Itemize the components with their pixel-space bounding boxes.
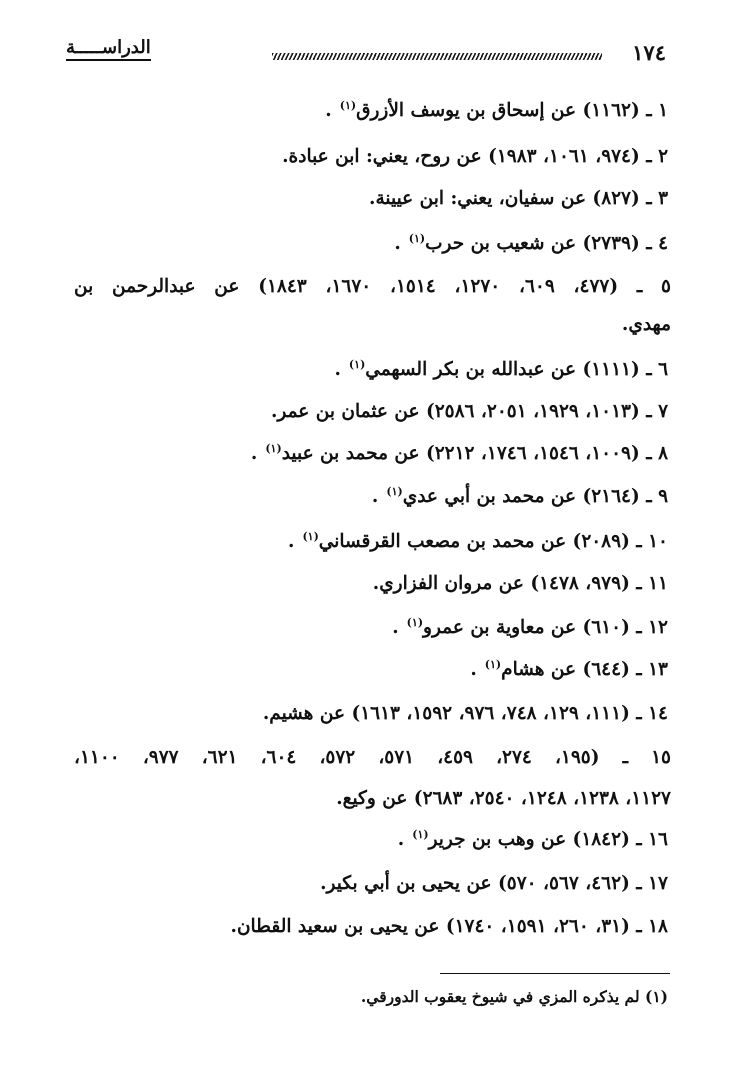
entry-text: ١٠ ـ (٢٠٨٩) عن محمد بن مصعب القرقساني bbox=[318, 531, 668, 552]
footnote: (١) لم يذكره المزي في شيوخ يعقوب الدورقي. bbox=[360, 987, 668, 1006]
entry-trailing-period: . bbox=[250, 443, 258, 464]
entry-trailing-period: . bbox=[371, 486, 379, 507]
entry-text: ١٣ ـ (٦٤٤) عن هشام bbox=[501, 659, 668, 680]
footnote-marker: (١) bbox=[302, 529, 319, 543]
entry-trailing-period: . bbox=[470, 659, 477, 680]
header-decorative-rule bbox=[272, 53, 602, 60]
footnote-separator bbox=[440, 973, 670, 974]
entry-continuation-line bbox=[622, 316, 671, 335]
entry-text: ١٧ ـ (٤٦٢، ٥٦٧، ٥٧٠) عن يحيى بن أبي بكير. bbox=[320, 873, 668, 894]
entry-line bbox=[373, 575, 668, 594]
entry-text: مهدي. bbox=[621, 314, 671, 335]
entry-line bbox=[282, 148, 668, 167]
entry-trailing-period: . bbox=[334, 359, 341, 380]
entry-text: ٢ ـ (٩٧٤، ١٠٦١، ١٩٨٣) عن روح، يعني: ابن عبادة. bbox=[282, 146, 668, 167]
entry-line bbox=[369, 190, 668, 209]
entry-text: ١٢ ـ (٦١٠) عن معاوية بن عمرو bbox=[423, 617, 668, 638]
entry-text: ٩ ـ (٢١٦٤) عن محمد بن أبي عدي bbox=[402, 486, 668, 507]
footnote-marker: (١) bbox=[386, 484, 403, 498]
entry-text: ٧ ـ (١٠١٣، ١٩٢٩، ٢٠٥١، ٢٥٨٦) عن عثمان بن عمر. bbox=[270, 401, 668, 422]
entry-line bbox=[74, 278, 671, 297]
entry-line bbox=[397, 827, 668, 850]
entry-line bbox=[250, 441, 668, 464]
entry-line bbox=[231, 918, 669, 937]
page-number: ١٧٤ bbox=[632, 40, 666, 65]
entry-trailing-period: . bbox=[394, 233, 401, 254]
entry-line bbox=[263, 705, 668, 724]
footnote-marker: (١) bbox=[408, 231, 426, 245]
entry-line bbox=[392, 615, 668, 638]
entry-line bbox=[325, 98, 668, 121]
entry-text: ١٥ ـ (١٩٥، ٢٧٤، ٤٥٩، ٥٧١، ٥٧٢، ٦٠٤، ٦٢١، ٩٧٧، ١١٠٠، bbox=[74, 747, 671, 768]
entry-text: ١١٢٧، ١٢٣٨، ١٢٤٨، ٢٥٤٠، ٢٦٨٣) عن وكيع. bbox=[336, 788, 671, 809]
entry-line bbox=[74, 749, 671, 768]
entry-text: ١١ ـ (٩٧٩، ١٤٧٨) عن مروان الفزاري. bbox=[372, 573, 668, 594]
entry-text: ١٦ ـ (١٨٤٢) عن وهب بن جرير bbox=[428, 829, 668, 850]
entry-text: ٨ ـ (١٠٠٩، ١٥٤٦، ١٧٤٦، ٢٢١٢) عن محمد بن عبيد bbox=[281, 443, 668, 464]
entry-trailing-period: . bbox=[392, 617, 399, 638]
entry-text: ١٤ ـ (١١١، ١٢٩، ٧٤٨، ٩٧٦، ١٥٩٢، ١٦١٣) عن هشيم. bbox=[262, 703, 668, 724]
entry-line bbox=[394, 231, 668, 254]
running-header-title: الدراســـــة bbox=[66, 38, 151, 61]
entry-text: ٥ ـ (٤٧٧، ٦٠٩، ١٢٧٠، ١٥١٤، ١٦٧٠، ١٨٤٣) عن عبدالرحمن بن bbox=[74, 276, 671, 297]
footnote-marker: (١) bbox=[412, 827, 429, 841]
entry-line bbox=[320, 875, 668, 894]
entry-line bbox=[334, 357, 668, 380]
footnote-marker: (١) bbox=[265, 441, 282, 455]
footnote-marker: (١) bbox=[484, 657, 502, 671]
entry-trailing-period: . bbox=[287, 531, 295, 552]
entry-text: ٣ ـ (٨٢٧) عن سفيان، يعني: ابن عيينة. bbox=[369, 188, 668, 209]
entry-text: ١ ـ (١١٦٢) عن إسحاق بن يوسف الأزرق bbox=[356, 100, 668, 121]
entry-text: ٤ ـ (٢٧٣٩) عن شعيب بن حرب bbox=[425, 233, 668, 254]
footnote-marker: (١) bbox=[348, 357, 366, 371]
entry-line bbox=[371, 484, 668, 507]
entry-continuation-line bbox=[336, 790, 671, 809]
entry-text: ١٨ ـ (٣١، ٢٦٠، ١٥٩١، ١٧٤٠) عن يحيى بن سعيد القطان. bbox=[230, 916, 668, 937]
entry-line bbox=[287, 529, 668, 552]
entry-text: ٦ ـ (١١١١) عن عبدالله بن بكر السهمي bbox=[365, 359, 668, 380]
footnote-marker: (١) bbox=[406, 615, 424, 629]
entry-line bbox=[271, 403, 668, 422]
footnote-marker: (١) bbox=[339, 98, 357, 112]
entry-line bbox=[470, 657, 668, 680]
entry-trailing-period: . bbox=[397, 829, 405, 850]
entry-trailing-period: . bbox=[325, 100, 332, 121]
